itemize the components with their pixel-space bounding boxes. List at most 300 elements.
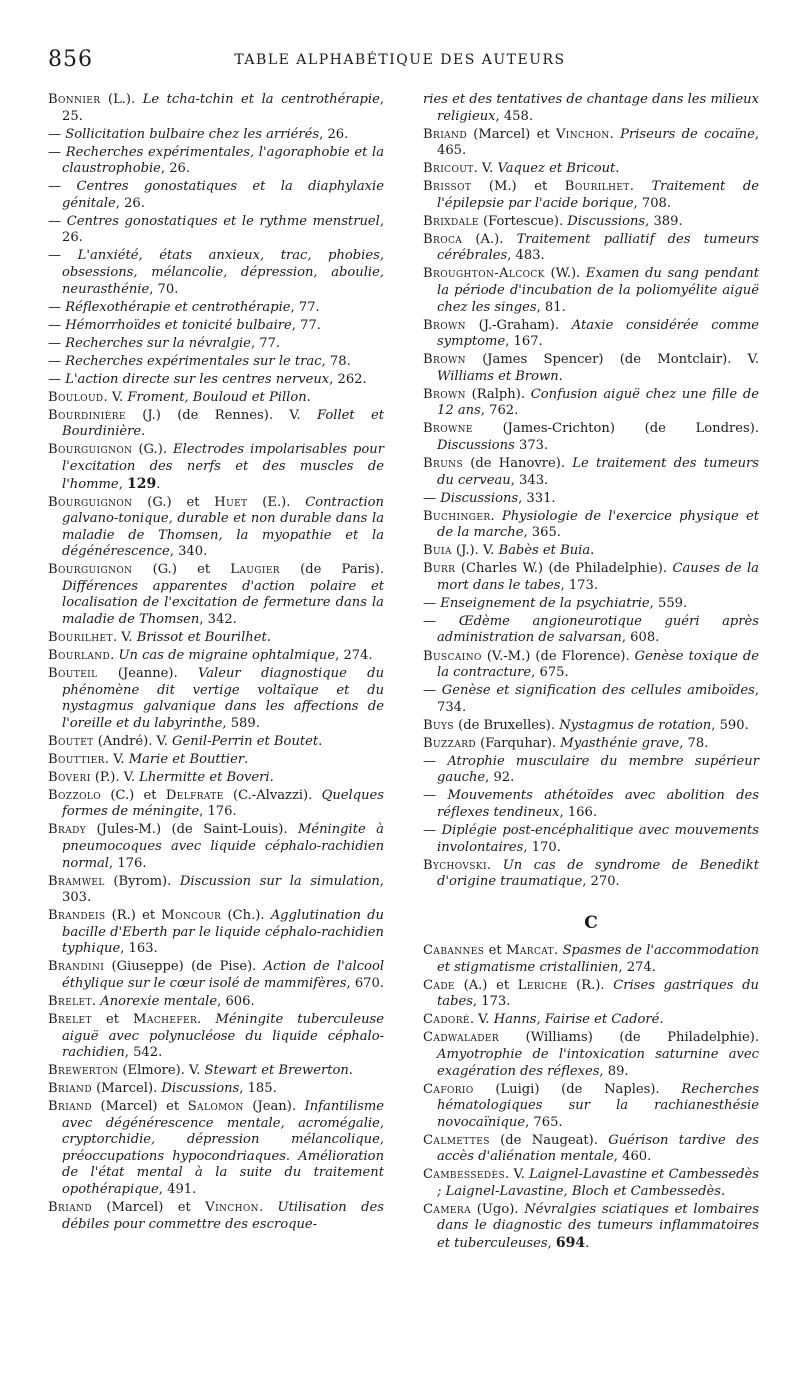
entry-text: . V. [103,389,128,405]
author-name: Brewerton [48,1063,119,1079]
article-title: Réflexothérapie et centrothérapie [65,299,291,315]
article-title: Mouvements athétoïdes avec abolition des réflexes tendineux [437,788,759,820]
entry-text: , 26. [115,195,145,211]
entry-text: — [48,179,77,195]
entry-text: , 589. [222,715,260,731]
entry-text: , 606. [217,993,255,1009]
index-entry [423,318,759,351]
author-name: Bourguignon [48,562,133,578]
article-title: Le traitement des tumeurs du cerveau [437,455,759,488]
author-name: Bramwel [48,873,105,889]
author-name: Bozzolo [48,787,102,803]
entry-text: — [423,613,459,629]
entry-text: , 77. [291,317,321,333]
entry-text: . [269,769,274,785]
index-entry [423,161,759,178]
index-entry [423,543,759,560]
article-title: Œdème angioneurotique guéri après administration de salvarsan [437,613,760,646]
author-name: Brelet [48,993,92,1009]
article-title: Diplégie post-encéphalitique avec mouvements involontaires [437,822,759,855]
article-title: Genèse et signification des cellules amiboïdes [441,683,755,699]
index-entry [423,456,759,489]
entry-text: . [486,857,503,873]
entry-text: (Ralph). [465,386,531,402]
index-entry [423,754,759,787]
article-title: Action de l'alcool éthylique sur le cœur isolé de mammifères [62,959,385,991]
entry-text: (A.) et [454,977,518,993]
entry-text: . V. [112,629,137,645]
entry-text: , 81. [536,299,566,315]
entry-text: — [48,213,67,229]
entry-text: — [48,335,66,351]
article-title: Enseignement de la psychiatrie [440,595,650,611]
author-name: Delfrate [165,787,224,803]
author-name: Cambessedès [423,1167,506,1183]
index-entry [48,752,384,769]
index-entry [48,959,384,992]
entry-text: , 173. [472,994,511,1010]
index-column-left [48,92,384,1235]
entry-text: , 342. [199,611,237,627]
index-entry [48,1063,384,1080]
author-name: Huet [214,494,248,510]
author-name: Brady [48,822,87,838]
article-title: Hanns, Fairise et Cadoré [493,1012,660,1028]
index-entry [48,908,384,958]
article-title: Electrodes impolarisables pour l'excitation des nerfs et des muscles de l'homme [62,442,384,492]
index-entry [48,92,384,125]
author-name: Brandeis [48,908,106,924]
article-title: Babès et Buia [498,543,591,559]
index-entry [423,127,759,160]
entry-text: — [48,144,66,160]
entry-text: (V.-M.) (de Florence). [481,648,635,664]
entry-text: . [554,943,563,959]
author-name: Buys [423,717,454,733]
author-name: Leriche [517,977,568,993]
author-name: Caforio [423,1081,474,1097]
index-entry [48,495,384,561]
entry-text: , 465. [437,126,759,159]
entry-text: (Charles W.) (de Philadelphie). [455,561,673,577]
article-title: Priseurs de cocaïne [620,126,755,142]
article-title: Vaquez et Bricout [497,161,616,177]
article-title: Recherches sur la névralgie [65,335,251,351]
author-name: Buzzard [423,735,477,751]
entry-text: (R.). [567,977,614,993]
entry-text: . V. [473,161,498,177]
entry-text: , 762. [480,403,519,419]
entry-text: (de Hanovre). [463,455,573,471]
entry-text: . [141,424,146,440]
entry-text: , 274. [618,959,656,975]
article-title: L'action directe sur les centres nerveux [65,371,330,387]
author-name: Calmettes [423,1132,490,1148]
entry-text: (R.) et [105,908,162,924]
entry-text: — [423,753,448,769]
entry-text: , 559. [649,595,688,611]
entry-text: , 458. [495,108,534,124]
index-entry [423,1082,759,1132]
author-name: Briand [423,126,467,142]
article-title: L'anxiété, états anxieux, trac, phobies, obsessions, mélancolie, dépression, aboulie, neurasthénie [62,248,384,297]
entry-text: , 491. [158,1181,197,1197]
entry-text: , 303. [62,873,384,906]
article-title: Méningite à pneumocoques avec liquide céphalo-rachidien normal [62,822,384,871]
entry-text: (C.) et [101,787,166,803]
article-title: Williams et Brown [437,368,559,384]
index-entry [48,788,384,821]
entry-text: (Ugo). [470,1201,525,1217]
entry-text: . [490,508,502,524]
entry-text: (André). V. [93,733,173,749]
article-title: Discussions [567,213,646,229]
entry-text: , 708. [633,195,672,211]
author-name: Bouttier [48,751,105,767]
index-entry [423,561,759,594]
entry-text: . [244,751,249,767]
index-entry [48,770,384,787]
entry-text: . [721,1183,726,1199]
entry-text: . [266,629,271,645]
author-name: Boutet [48,733,94,749]
entry-text: , 331. [518,490,556,506]
entry-text: . [258,1200,278,1215]
entry-text: . [590,543,595,559]
article-title: Crises gastriques du tabes [437,977,759,1010]
article-title: Confusion aiguë chez une fille de 12 ans [437,386,759,419]
entry-text: , 483. [507,248,545,264]
index-entry [48,1081,384,1098]
entry-text: . [585,1236,590,1251]
entry-text: — [48,248,78,264]
entry-text: (E.). [247,494,306,510]
entry-text: — [423,683,442,699]
article-title: Guérison tardive des accès d'aliénation mentale [437,1132,759,1165]
index-entry [48,1200,384,1233]
entry-text: — [48,299,66,315]
entry-text: (P.). V. [90,769,140,785]
entry-text: , 590. [711,717,749,733]
author-name: Bourilhet [48,629,113,645]
entry-text: , 176. [109,855,147,871]
author-name: Bourland [48,648,111,663]
article-title: Le tcha-tchin et la centrothérapie [142,92,380,107]
index-entry [48,300,384,317]
entry-text: . [156,476,161,492]
article-title: Discussion sur la simulation [179,873,380,889]
author-name: Broca [423,231,463,247]
entry-text: (M.) et [471,179,565,195]
author-name: Bourguignon [48,494,133,510]
index-entry [48,248,384,298]
entry-text: (de Paris). [279,562,384,578]
index-entry [48,145,384,178]
index-entry [423,1012,759,1029]
article-title: Spasmes de l'accommodation et stigmatisme cristallinien [437,943,760,975]
entry-text: , 365. [523,525,561,541]
index-entry [423,649,759,682]
entry-text: , [118,476,128,492]
entry-text: . [609,126,621,142]
index-entry [423,232,759,265]
entry-text: , 608. [621,630,660,646]
author-name: Briand [48,1099,92,1115]
entry-text: — [48,126,66,142]
article-title: Discussions [440,490,519,506]
entry-text: (Jeanne). [97,666,198,682]
article-title: Agglutination du bacille d'Eberth par le liquide céphalo-rachidien typhique [62,908,384,957]
index-entry [48,354,384,371]
index-entry [423,736,759,753]
page-reference: 694 [555,1235,586,1251]
entry-text: (Jean). [243,1099,305,1115]
index-entry [423,978,759,1011]
author-name: Salomon [187,1099,244,1115]
entry-text: , 340. [169,544,208,560]
index-entry [48,179,384,212]
entry-text: (Farquhar). [476,735,561,751]
article-title: Méningite tuberculeuse aiguë avec polynucléose du liquide céphalo-rachidien [62,1011,384,1061]
author-name: Camera [423,1201,471,1217]
article-title: Centres gonostatiques et la diaphylaxie génitale [62,179,384,211]
entry-text: , 176. [199,804,237,820]
index-entry [423,1133,759,1166]
entry-text: , 170. [523,839,561,855]
entry-text: 373. [514,437,549,453]
article-title: Sollicitation bulbaire chez les arriérés [65,126,320,142]
author-name: Briand [48,1200,92,1215]
entry-text: et [484,943,507,959]
article-title: Traitement de l'épilepsie par l'acide borique [437,179,759,211]
author-name: Brown [423,386,466,402]
entry-text: (Giuseppe) (de Pise). [104,959,264,975]
index-entry [48,648,384,665]
index-entry [48,390,384,407]
author-name: Brixdale [423,213,479,229]
entry-text: (J.). V. [451,543,499,559]
entry-text: , 25. [62,92,384,124]
article-title: Recherches expérimentales, l'agoraphobie et la claustrophobie [62,144,385,177]
entry-text: (Jules-M.) (de Saint-Louis). [86,822,298,838]
entry-text: , 675. [531,665,569,681]
index-entry [423,614,759,647]
article-title: Physiologie de l'exercice physique et de la marche [437,508,759,541]
entry-text: . V. [505,1167,530,1183]
index-entry [48,442,384,493]
index-entry [48,822,384,872]
article-title: Infantilisme avec dégénérescence mentale, acromégalie, cryptorchidie, dépression mélancolique, préoccupations hypocondriaques. Amélioration de l'état mental à la suite du traitement opothérapique [62,1099,384,1197]
index-entry [48,666,384,732]
article-title: Genil-Perrin et Boutet [172,733,319,749]
author-name: Bourguignon [48,442,133,458]
article-title: Examen du sang pendant la période d'incubation de la poliomyélite aiguë chez les singes [437,266,759,315]
entry-text: , 389. [645,213,683,229]
entry-text: — [423,490,441,506]
entry-text: (W.). [544,266,586,282]
article-title: Myasthénie grave [560,735,680,751]
index-entry [423,596,759,613]
entry-text: (Williams) (de Philadelphie). [499,1030,759,1046]
section-letter-heading: C [584,912,598,933]
entry-text: (Byrom). [104,873,180,889]
index-entry [423,823,759,856]
author-name: Bouloud [48,389,104,405]
entry-text: (Marcel) et [91,1200,206,1215]
article-title: Stewart et Brewerton [204,1063,349,1079]
article-title: Différences apparentes d'action polaire et localisation de l'excitation de fermeture dans la maladie de Thomsen [62,578,384,627]
entry-text: , 77. [290,299,320,315]
entry-text: . [348,1063,353,1079]
entry-text: (Ch.). [221,908,271,924]
entry-text: (Marcel) et [91,1099,188,1115]
index-entry [48,874,384,907]
entry-text: , 734. [437,683,759,715]
entry-text: . [615,161,620,177]
article-title: Lhermitte et Boveri [139,769,270,785]
entry-text: . [659,1012,664,1028]
index-entry [48,318,384,335]
entry-text: , 343. [510,472,549,488]
entry-text: — [48,317,66,333]
entry-text: , 185. [239,1081,277,1097]
author-name: Brandini [48,959,105,975]
entry-text: . V. [469,1012,494,1028]
entry-text: , 70. [149,281,179,297]
entry-text: . [197,1011,216,1027]
index-entry [423,1030,759,1080]
author-name: Moncour [161,908,222,924]
author-name: Bonnier [48,92,101,107]
author-name: Bouteil [48,666,98,682]
article-title: Froment, Bouloud et Pillon [127,389,307,405]
entry-text: (G.). [132,442,174,458]
index-entry [423,352,759,385]
author-name: Broughton-Alcock [423,266,545,282]
article-title: Laignel-Lavastine et Cambessedès ; Laignel-Lavastine, Bloch et Cambessedès [437,1167,759,1199]
author-name: Browne [423,421,473,437]
entry-text: — [48,353,66,369]
entry-text: (L.). [100,92,143,107]
index-entry [48,214,384,247]
index-entry [423,387,759,420]
index-entry [423,491,759,508]
entry-text: , 542. [124,1045,163,1061]
entry-text: , 89. [599,1063,629,1079]
entry-text: (Luigi) (de Naples). [473,1081,682,1097]
entry-text: , 460. [613,1149,652,1165]
entry-text: (de Bruxelles). [453,717,560,733]
article-title: ries et des tentatives de chantage dans les milieux religieux [423,92,759,124]
entry-text: (C.-Alvazzi). [223,787,322,803]
entry-text: , 78. [321,353,351,369]
author-name: Machefer [133,1011,198,1027]
author-name: Cadoré [423,1012,470,1028]
index-entry [48,994,384,1011]
index-entry [48,372,384,389]
index-entry [423,266,759,316]
author-name: Cadwalader [423,1030,500,1046]
author-name: Bricout [423,161,474,177]
index-entries-c [423,943,759,1252]
index-entry [423,179,759,212]
article-title: Quelques formes de méningite [62,787,384,820]
author-name: Marcat [506,943,555,959]
index-entry [423,858,759,891]
index-entry [48,1012,384,1062]
entry-text: (Elmore). V. [118,1063,205,1079]
entry-text: , 163. [120,941,158,957]
entry-text: . [318,733,323,749]
page-number: 856 [48,47,93,72]
author-name: Briand [48,1081,92,1097]
index-entry [48,630,384,647]
author-name: Burr [423,561,456,577]
author-name: Buscaino [423,648,482,664]
author-name: Brown [423,317,466,333]
article-title: Brissot et Bourilhet [136,629,267,645]
article-title: Un cas de migraine ophtalmique [118,648,336,663]
entry-text: (Fortescue). [478,213,568,229]
index-entry [423,1167,759,1200]
entry-text: , 166. [559,804,598,820]
entry-text: (G.) et [132,494,215,510]
entry-text: (Marcel) et [466,126,556,142]
author-name: Buia [423,543,452,559]
author-name: Vinchon [205,1200,259,1215]
article-title: Discussions [161,1081,240,1097]
article-title: Utilisation des débiles pour commettre des escroque- [62,1200,384,1232]
article-title: Marie et Bouttier [128,751,245,767]
index-entry [423,683,759,716]
entry-text: et [91,1011,134,1027]
article-title: Causes de la mort dans le tabes [437,561,759,593]
entry-text: (G.) et [132,562,231,578]
entry-text: . [629,179,652,195]
entry-text: , 78. [679,735,709,751]
index-entry [423,421,759,454]
article-title: Centres gonostatiques et le rythme menstruel [66,213,380,229]
index-entry [423,718,759,735]
entry-text: , 274. [335,648,373,663]
entry-text: . V. [104,751,129,767]
article-title: Nystagmus de rotation [559,717,712,733]
article-title: Discussions [437,437,515,453]
index-entry [48,1099,384,1198]
index-entry [423,214,759,231]
article-title: Genèse toxique de la contracture [437,648,759,681]
article-title: Recherches hématologiques sur la rachianesthésie novocaïnique [437,1081,759,1130]
entry-text: , [547,1236,556,1251]
article-title: Atrophie musculaire du membre supérieur gauche [437,753,759,786]
author-name: Brelet [48,1011,92,1027]
entry-text: (James-Crichton) (de Londres). [472,421,759,437]
index-entry [48,127,384,144]
author-name: Boveri [48,769,91,785]
index-entries-b-continued [423,92,759,891]
entry-text: , 173. [560,577,598,593]
article-title: Névralgies sciatiques et lombaires dans le diagnostic des tumeurs inflammatoires et tuberculeuses [437,1201,759,1251]
entry-text: , 26. [160,161,191,177]
index-entry [423,509,759,542]
entry-text: (J.) (de Rennes). V. [125,407,318,423]
entry-text: — [423,788,448,804]
entry-text: (A.). [462,231,517,247]
entry-text: , 270. [582,874,620,890]
page-reference: 129 [127,475,157,492]
entry-text: . [91,993,101,1009]
entry-text: , 77. [250,335,281,351]
